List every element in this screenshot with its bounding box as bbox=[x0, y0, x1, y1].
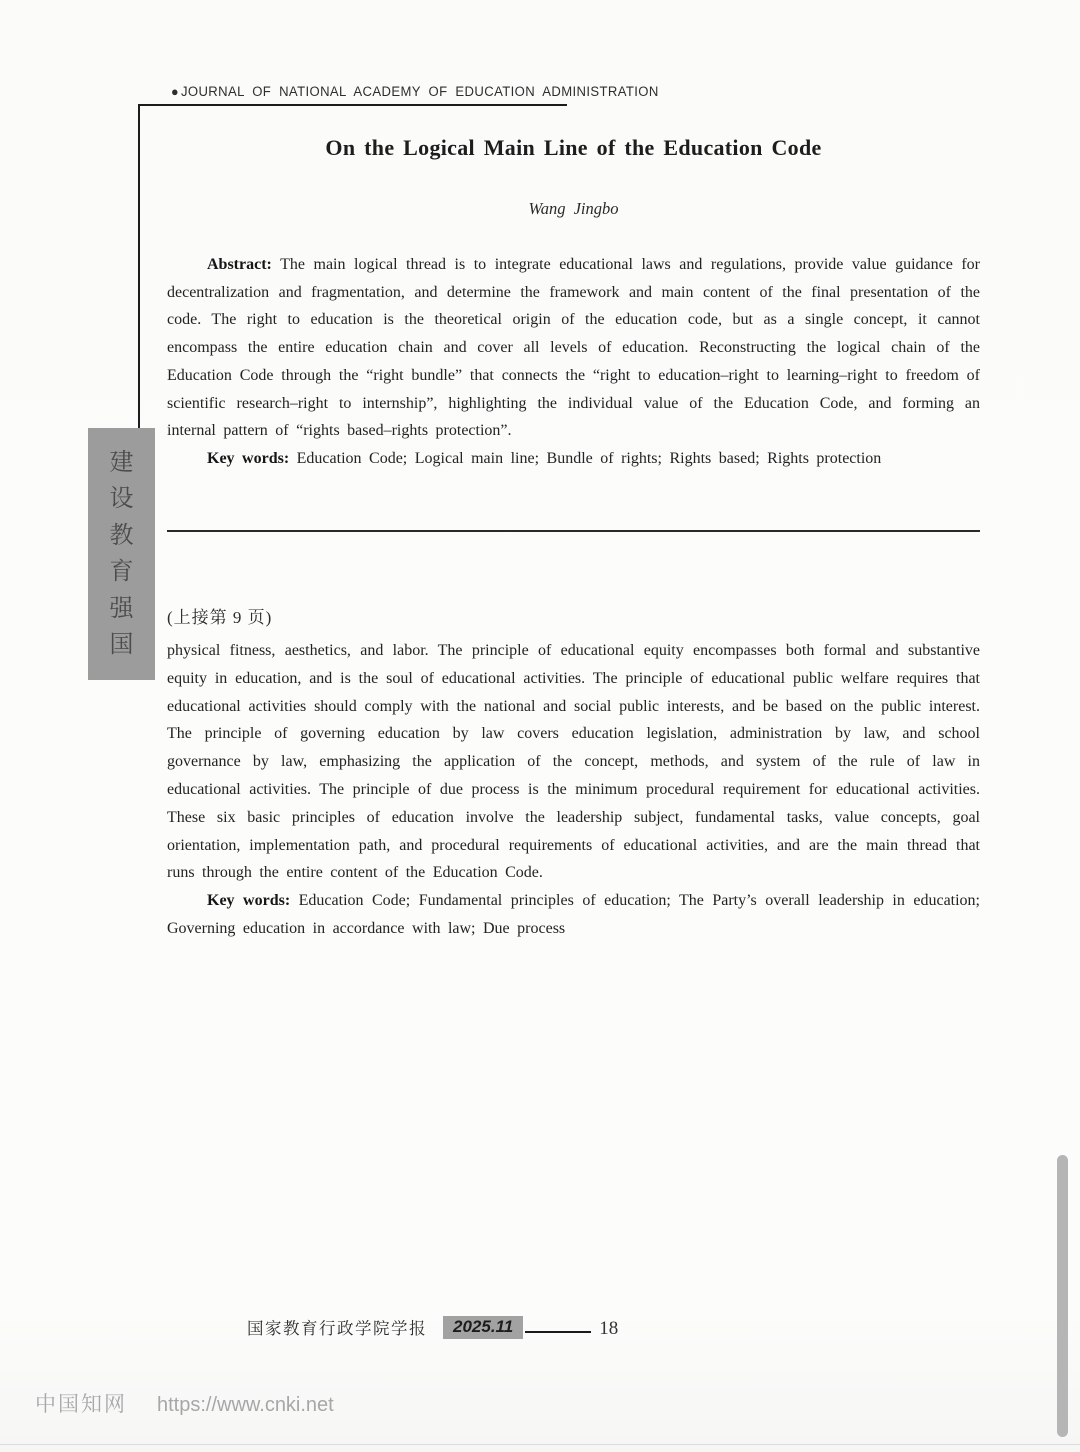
page-bottom-edge bbox=[0, 1444, 1080, 1445]
keywords-text: Education Code; Logical main line; Bundle of rights; Rights based; Rights protection bbox=[289, 449, 882, 467]
article-author: Wang Jingbo bbox=[528, 199, 619, 218]
journal-name-cn: 国家教育行政学院学报 bbox=[247, 1319, 427, 1338]
abstract-paragraph bbox=[167, 251, 980, 445]
keywords-line bbox=[167, 445, 980, 473]
keywords-label: Key words: bbox=[207, 449, 290, 467]
continuation-keywords-label: Key words: bbox=[207, 892, 291, 910]
cnki-watermark bbox=[35, 1388, 334, 1418]
article-title: On the Logical Main Line of the Education Code bbox=[325, 135, 822, 160]
continuation-section bbox=[167, 637, 980, 943]
journal-running-head bbox=[171, 84, 659, 99]
theme-banner-char: 设 bbox=[109, 486, 134, 513]
scrollbar-thumb[interactable] bbox=[1057, 1155, 1068, 1437]
theme-banner-char: 育 bbox=[109, 559, 134, 586]
abstract-text: The main logical thread is to integrate educational laws and regulations, provide value guidance for decentralization and fragmentation, and determine the framework and main content of the final presentation of the code. The right to education is the theoretical origin of the education code, but as a single concept, it cannot encompass the entire education chain and cover all levels of education. Reconstructing the logical chain of the Education Code through the “right bundle” that connects the “right to education–right to learning–right to freedom of scientific research–right to internship”, highlighting the individual value of the Education Code, and forming an internal pattern of “rights based–rights protection”. bbox=[167, 256, 980, 440]
abstract-section bbox=[167, 251, 980, 473]
issue-badge: 2025.11 bbox=[443, 1316, 523, 1339]
cnki-site-name: 中国知网 bbox=[35, 1392, 127, 1416]
continuation-paragraph: physical fitness, aesthetics, and labor. The principle of educational equity encompasses both formal and substantive equity in education, and is the soul of educational activities. The principle of educational public welfare requires that educational activities should comply with the national and social public interests, and be based on the public interest. The principle of governing education by law covers education legislation, administration by law, and school governance by law, emphasizing the application of the concept, methods, and system of the rule of law in educational activities. The principle of due process is the minimum procedural requirement for educational activities. These six basic principles of education involve the leadership subject, fundamental tasks, value concepts, goal orientation, implementation path, and procedural requirements of educational activities, and are the main thread that runs through the entire content of the Education Code. bbox=[167, 642, 980, 882]
theme-banner-char: 建 bbox=[109, 449, 134, 476]
page-number: 18 bbox=[599, 1318, 619, 1339]
theme-banner-char: 国 bbox=[109, 632, 134, 659]
page-footer bbox=[247, 1314, 618, 1340]
bullet-icon: ● bbox=[171, 84, 180, 99]
footer-rule bbox=[525, 1331, 591, 1333]
cnki-url[interactable]: https://www.cnki.net bbox=[157, 1394, 334, 1416]
abstract-label: Abstract: bbox=[207, 256, 272, 273]
left-margin-rule bbox=[138, 104, 140, 430]
theme-banner-char: 教 bbox=[109, 522, 134, 549]
theme-banner bbox=[88, 428, 155, 680]
journal-name-en: JOURNAL OF NATIONAL ACADEMY OF EDUCATION ADMINISTRATION bbox=[180, 84, 659, 99]
continuation-keywords-text: Education Code; Fundamental principles of education; The Party’s overall leadership in education; Governing education in accordance with law; Due process bbox=[167, 892, 981, 937]
theme-banner-char: 强 bbox=[109, 595, 134, 622]
header-rule bbox=[138, 104, 567, 106]
continuation-keywords-line bbox=[167, 887, 980, 943]
continued-from-note: (上接第 9 页) bbox=[167, 608, 273, 627]
section-divider bbox=[167, 530, 980, 532]
